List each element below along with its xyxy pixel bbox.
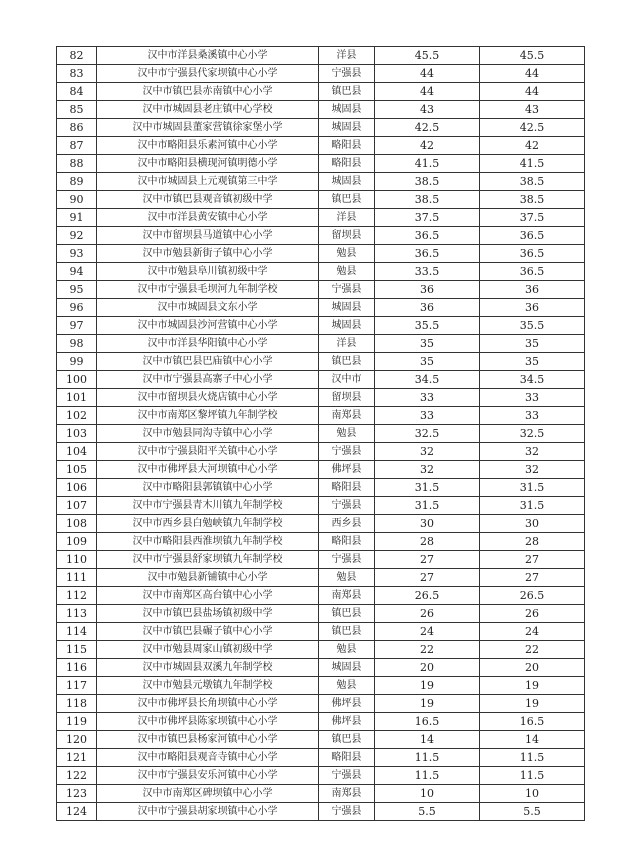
county-name-cell: 略阳县: [319, 749, 375, 767]
score-final-cell: 43: [480, 101, 585, 119]
score-first-cell: 35: [375, 353, 480, 371]
score-final-cell: 24: [480, 623, 585, 641]
county-name-cell: 宁强县: [319, 767, 375, 785]
school-name-cell: 汉中市城固县双溪九年制学校: [97, 659, 319, 677]
school-name-cell: 汉中市留坝县马道镇中心小学: [97, 227, 319, 245]
score-first-cell: 32.5: [375, 425, 480, 443]
school-name-cell: 汉中市勉县同沟寺镇中心小学: [97, 425, 319, 443]
school-name-cell: 汉中市洋县桑溪镇中心小学: [97, 47, 319, 65]
score-first-cell: 14: [375, 731, 480, 749]
county-name-cell: 城固县: [319, 101, 375, 119]
school-name-cell: 汉中市勉县周家山镇初级中学: [97, 641, 319, 659]
score-final-cell: 31.5: [480, 479, 585, 497]
school-name-cell: 汉中市镇巴县赤南镇中心小学: [97, 83, 319, 101]
row-number-cell: 83: [57, 65, 97, 83]
score-first-cell: 36.5: [375, 227, 480, 245]
score-first-cell: 38.5: [375, 191, 480, 209]
score-final-cell: 10: [480, 785, 585, 803]
county-name-cell: 勉县: [319, 569, 375, 587]
score-first-cell: 32: [375, 461, 480, 479]
table-row: [57, 767, 585, 785]
row-number-cell: 82: [57, 47, 97, 65]
row-number-cell: 87: [57, 137, 97, 155]
score-first-cell: 16.5: [375, 713, 480, 731]
score-first-cell: 26: [375, 605, 480, 623]
row-number-cell: 103: [57, 425, 97, 443]
score-final-cell: 16.5: [480, 713, 585, 731]
table-row: [57, 371, 585, 389]
table-row: [57, 173, 585, 191]
score-final-cell: 35.5: [480, 317, 585, 335]
table-row: [57, 551, 585, 569]
school-name-cell: 汉中市佛坪县长角坝镇中心小学: [97, 695, 319, 713]
table-row: [57, 65, 585, 83]
county-name-cell: 洋县: [319, 47, 375, 65]
school-name-cell: 汉中市佛坪县陈家坝镇中心小学: [97, 713, 319, 731]
school-name-cell: 汉中市宁强县毛坝河九年制学校: [97, 281, 319, 299]
row-number-cell: 98: [57, 335, 97, 353]
school-name-cell: 汉中市勉县元墩镇九年制学校: [97, 677, 319, 695]
school-name-cell: 汉中市佛坪县大河坝镇中心小学: [97, 461, 319, 479]
score-first-cell: 27: [375, 551, 480, 569]
score-first-cell: 33: [375, 407, 480, 425]
table-row: [57, 605, 585, 623]
school-name-cell: 汉中市镇巴县盐场镇初级中学: [97, 605, 319, 623]
row-number-cell: 92: [57, 227, 97, 245]
county-name-cell: 佛坪县: [319, 461, 375, 479]
row-number-cell: 88: [57, 155, 97, 173]
school-name-cell: 汉中市略阳县西淮坝镇九年制学校: [97, 533, 319, 551]
row-number-cell: 112: [57, 587, 97, 605]
county-name-cell: 城固县: [319, 317, 375, 335]
table-row: [57, 119, 585, 137]
row-number-cell: 95: [57, 281, 97, 299]
county-name-cell: 宁强县: [319, 803, 375, 821]
score-final-cell: 11.5: [480, 767, 585, 785]
score-final-cell: 41.5: [480, 155, 585, 173]
score-final-cell: 44: [480, 65, 585, 83]
score-final-cell: 22: [480, 641, 585, 659]
table-row: [57, 317, 585, 335]
score-first-cell: 31.5: [375, 497, 480, 515]
row-number-cell: 119: [57, 713, 97, 731]
score-final-cell: 32: [480, 443, 585, 461]
table-row: [57, 569, 585, 587]
score-final-cell: 36.5: [480, 227, 585, 245]
school-name-cell: 汉中市南郑区黎坪镇九年制学校: [97, 407, 319, 425]
row-number-cell: 93: [57, 245, 97, 263]
row-number-cell: 90: [57, 191, 97, 209]
row-number-cell: 106: [57, 479, 97, 497]
score-final-cell: 37.5: [480, 209, 585, 227]
row-number-cell: 122: [57, 767, 97, 785]
county-name-cell: 西乡县: [319, 515, 375, 533]
county-name-cell: 镇巴县: [319, 731, 375, 749]
score-first-cell: 45.5: [375, 47, 480, 65]
county-name-cell: 镇巴县: [319, 191, 375, 209]
school-name-cell: 汉中市城固县沙河营镇中心小学: [97, 317, 319, 335]
school-name-cell: 汉中市南郑区碑坝镇中心小学: [97, 785, 319, 803]
table-row: [57, 623, 585, 641]
county-name-cell: 佛坪县: [319, 695, 375, 713]
row-number-cell: 102: [57, 407, 97, 425]
row-number-cell: 120: [57, 731, 97, 749]
table-row: [57, 245, 585, 263]
score-first-cell: 36.5: [375, 245, 480, 263]
score-first-cell: 28: [375, 533, 480, 551]
row-number-cell: 85: [57, 101, 97, 119]
county-name-cell: 宁强县: [319, 551, 375, 569]
score-final-cell: 11.5: [480, 749, 585, 767]
score-final-cell: 20: [480, 659, 585, 677]
table-row: [57, 515, 585, 533]
county-name-cell: 留坝县: [319, 389, 375, 407]
row-number-cell: 116: [57, 659, 97, 677]
row-number-cell: 91: [57, 209, 97, 227]
school-name-cell: 汉中市略阳县郭镇镇中心小学: [97, 479, 319, 497]
county-name-cell: 洋县: [319, 209, 375, 227]
school-name-cell: 汉中市城固县文东小学: [97, 299, 319, 317]
table-row: [57, 803, 585, 821]
table-row: [57, 641, 585, 659]
table-row: [57, 497, 585, 515]
school-name-cell: 汉中市留坝县火烧店镇中心小学: [97, 389, 319, 407]
score-final-cell: 32.5: [480, 425, 585, 443]
score-final-cell: 42: [480, 137, 585, 155]
score-final-cell: 42.5: [480, 119, 585, 137]
score-first-cell: 44: [375, 65, 480, 83]
school-name-cell: 汉中市宁强县舒家坝镇九年制学校: [97, 551, 319, 569]
score-first-cell: 43: [375, 101, 480, 119]
score-first-cell: 44: [375, 83, 480, 101]
score-final-cell: 27: [480, 551, 585, 569]
score-first-cell: 24: [375, 623, 480, 641]
table-row: [57, 281, 585, 299]
row-number-cell: 94: [57, 263, 97, 281]
school-name-cell: 汉中市镇巴县杨家河镇中心小学: [97, 731, 319, 749]
school-name-cell: 汉中市镇巴县观音镇初级中学: [97, 191, 319, 209]
table-row: [57, 389, 585, 407]
school-name-cell: 汉中市略阳县乐素河镇中心小学: [97, 137, 319, 155]
school-name-cell: 汉中市洋县华阳镇中心小学: [97, 335, 319, 353]
county-name-cell: 宁强县: [319, 65, 375, 83]
score-final-cell: 35: [480, 353, 585, 371]
county-name-cell: 南郑县: [319, 587, 375, 605]
score-final-cell: 27: [480, 569, 585, 587]
score-final-cell: 36.5: [480, 245, 585, 263]
school-name-cell: 汉中市城固县董家营镇徐家堡小学: [97, 119, 319, 137]
score-final-cell: 31.5: [480, 497, 585, 515]
county-name-cell: 略阳县: [319, 533, 375, 551]
row-number-cell: 115: [57, 641, 97, 659]
row-number-cell: 105: [57, 461, 97, 479]
score-final-cell: 26: [480, 605, 585, 623]
school-name-cell: 汉中市宁强县高寨子中心小学: [97, 371, 319, 389]
score-first-cell: 35: [375, 335, 480, 353]
county-name-cell: 勉县: [319, 245, 375, 263]
table-row: [57, 407, 585, 425]
row-number-cell: 99: [57, 353, 97, 371]
county-name-cell: 城固县: [319, 299, 375, 317]
school-name-cell: 汉中市勉县新街子镇中心小学: [97, 245, 319, 263]
row-number-cell: 108: [57, 515, 97, 533]
county-name-cell: 镇巴县: [319, 83, 375, 101]
score-final-cell: 44: [480, 83, 585, 101]
table-row: [57, 749, 585, 767]
score-final-cell: 33: [480, 389, 585, 407]
score-final-cell: 35: [480, 335, 585, 353]
score-final-cell: 36: [480, 299, 585, 317]
county-name-cell: 城固县: [319, 119, 375, 137]
school-name-cell: 汉中市勉县阜川镇初级中学: [97, 263, 319, 281]
table-row: [57, 299, 585, 317]
score-final-cell: 38.5: [480, 173, 585, 191]
score-first-cell: 19: [375, 677, 480, 695]
table-row: [57, 155, 585, 173]
score-first-cell: 38.5: [375, 173, 480, 191]
table-row: [57, 335, 585, 353]
table-row: [57, 47, 585, 65]
county-name-cell: 留坝县: [319, 227, 375, 245]
row-number-cell: 89: [57, 173, 97, 191]
table-row: [57, 443, 585, 461]
score-final-cell: 14: [480, 731, 585, 749]
table-row: [57, 479, 585, 497]
table-row: [57, 191, 585, 209]
county-name-cell: 勉县: [319, 677, 375, 695]
county-name-cell: 城固县: [319, 659, 375, 677]
score-first-cell: 30: [375, 515, 480, 533]
score-final-cell: 38.5: [480, 191, 585, 209]
score-first-cell: 37.5: [375, 209, 480, 227]
county-name-cell: 勉县: [319, 641, 375, 659]
table-body: [57, 47, 585, 821]
table-row: [57, 659, 585, 677]
row-number-cell: 111: [57, 569, 97, 587]
score-first-cell: 34.5: [375, 371, 480, 389]
county-name-cell: 镇巴县: [319, 623, 375, 641]
row-number-cell: 123: [57, 785, 97, 803]
row-number-cell: 124: [57, 803, 97, 821]
county-name-cell: 略阳县: [319, 137, 375, 155]
row-number-cell: 113: [57, 605, 97, 623]
table-row: [57, 533, 585, 551]
table-row: [57, 209, 585, 227]
row-number-cell: 101: [57, 389, 97, 407]
row-number-cell: 121: [57, 749, 97, 767]
score-first-cell: 20: [375, 659, 480, 677]
county-name-cell: 宁强县: [319, 443, 375, 461]
score-first-cell: 11.5: [375, 767, 480, 785]
county-name-cell: 镇巴县: [319, 353, 375, 371]
school-name-cell: 汉中市宁强县胡家坝镇中心小学: [97, 803, 319, 821]
county-name-cell: 洋县: [319, 335, 375, 353]
school-name-cell: 汉中市宁强县阳平关镇中心小学: [97, 443, 319, 461]
county-name-cell: 勉县: [319, 263, 375, 281]
row-number-cell: 110: [57, 551, 97, 569]
table-row: [57, 101, 585, 119]
school-name-cell: 汉中市宁强县青木川镇九年制学校: [97, 497, 319, 515]
row-number-cell: 114: [57, 623, 97, 641]
score-final-cell: 36: [480, 281, 585, 299]
table-row: [57, 587, 585, 605]
row-number-cell: 104: [57, 443, 97, 461]
county-name-cell: 南郑县: [319, 785, 375, 803]
county-name-cell: 略阳县: [319, 155, 375, 173]
table-row: [57, 731, 585, 749]
county-name-cell: 勉县: [319, 425, 375, 443]
table-row: [57, 695, 585, 713]
score-final-cell: 26.5: [480, 587, 585, 605]
school-name-cell: 汉中市宁强县代家坝镇中心小学: [97, 65, 319, 83]
score-first-cell: 19: [375, 695, 480, 713]
school-name-cell: 汉中市西乡县白勉峡镇九年制学校: [97, 515, 319, 533]
county-name-cell: 城固县: [319, 173, 375, 191]
table-row: [57, 785, 585, 803]
score-final-cell: 5.5: [480, 803, 585, 821]
score-final-cell: 19: [480, 695, 585, 713]
school-score-table: [56, 46, 585, 821]
score-first-cell: 32: [375, 443, 480, 461]
row-number-cell: 118: [57, 695, 97, 713]
score-first-cell: 26.5: [375, 587, 480, 605]
score-final-cell: 30: [480, 515, 585, 533]
row-number-cell: 107: [57, 497, 97, 515]
score-first-cell: 36: [375, 281, 480, 299]
score-first-cell: 27: [375, 569, 480, 587]
row-number-cell: 109: [57, 533, 97, 551]
table-row: [57, 263, 585, 281]
school-name-cell: 汉中市勉县新铺镇中心小学: [97, 569, 319, 587]
table-row: [57, 677, 585, 695]
school-name-cell: 汉中市城固县上元观镇第三中学: [97, 173, 319, 191]
score-first-cell: 22: [375, 641, 480, 659]
table-row: [57, 353, 585, 371]
school-name-cell: 汉中市镇巴县碾子镇中心小学: [97, 623, 319, 641]
score-first-cell: 35.5: [375, 317, 480, 335]
county-name-cell: 宁强县: [319, 281, 375, 299]
score-first-cell: 5.5: [375, 803, 480, 821]
table-row: [57, 713, 585, 731]
row-number-cell: 96: [57, 299, 97, 317]
score-final-cell: 28: [480, 533, 585, 551]
score-first-cell: 36: [375, 299, 480, 317]
score-final-cell: 34.5: [480, 371, 585, 389]
row-number-cell: 117: [57, 677, 97, 695]
school-name-cell: 汉中市略阳县观音寺镇中心小学: [97, 749, 319, 767]
school-name-cell: 汉中市略阳县横现河镇明德小学: [97, 155, 319, 173]
table-row: [57, 137, 585, 155]
score-final-cell: 32: [480, 461, 585, 479]
county-name-cell: 汉中市: [319, 371, 375, 389]
row-number-cell: 86: [57, 119, 97, 137]
score-first-cell: 42: [375, 137, 480, 155]
county-name-cell: 镇巴县: [319, 605, 375, 623]
school-name-cell: 汉中市宁强县安乐河镇中心小学: [97, 767, 319, 785]
table-row: [57, 461, 585, 479]
score-final-cell: 45.5: [480, 47, 585, 65]
county-name-cell: 略阳县: [319, 479, 375, 497]
school-name-cell: 汉中市城固县老庄镇中心学校: [97, 101, 319, 119]
school-name-cell: 汉中市南郑区高台镇中心小学: [97, 587, 319, 605]
county-name-cell: 南郑县: [319, 407, 375, 425]
school-name-cell: 汉中市镇巴县巴庙镇中心小学: [97, 353, 319, 371]
table-row: [57, 83, 585, 101]
document-page: [56, 46, 584, 821]
score-first-cell: 33.5: [375, 263, 480, 281]
school-name-cell: 汉中市洋县黄安镇中心小学: [97, 209, 319, 227]
table-row: [57, 425, 585, 443]
row-number-cell: 97: [57, 317, 97, 335]
score-final-cell: 19: [480, 677, 585, 695]
score-first-cell: 31.5: [375, 479, 480, 497]
score-first-cell: 42.5: [375, 119, 480, 137]
score-final-cell: 33: [480, 407, 585, 425]
table-row: [57, 227, 585, 245]
score-final-cell: 36.5: [480, 263, 585, 281]
row-number-cell: 84: [57, 83, 97, 101]
row-number-cell: 100: [57, 371, 97, 389]
score-first-cell: 10: [375, 785, 480, 803]
score-first-cell: 41.5: [375, 155, 480, 173]
score-first-cell: 11.5: [375, 749, 480, 767]
county-name-cell: 佛坪县: [319, 713, 375, 731]
score-first-cell: 33: [375, 389, 480, 407]
county-name-cell: 宁强县: [319, 497, 375, 515]
